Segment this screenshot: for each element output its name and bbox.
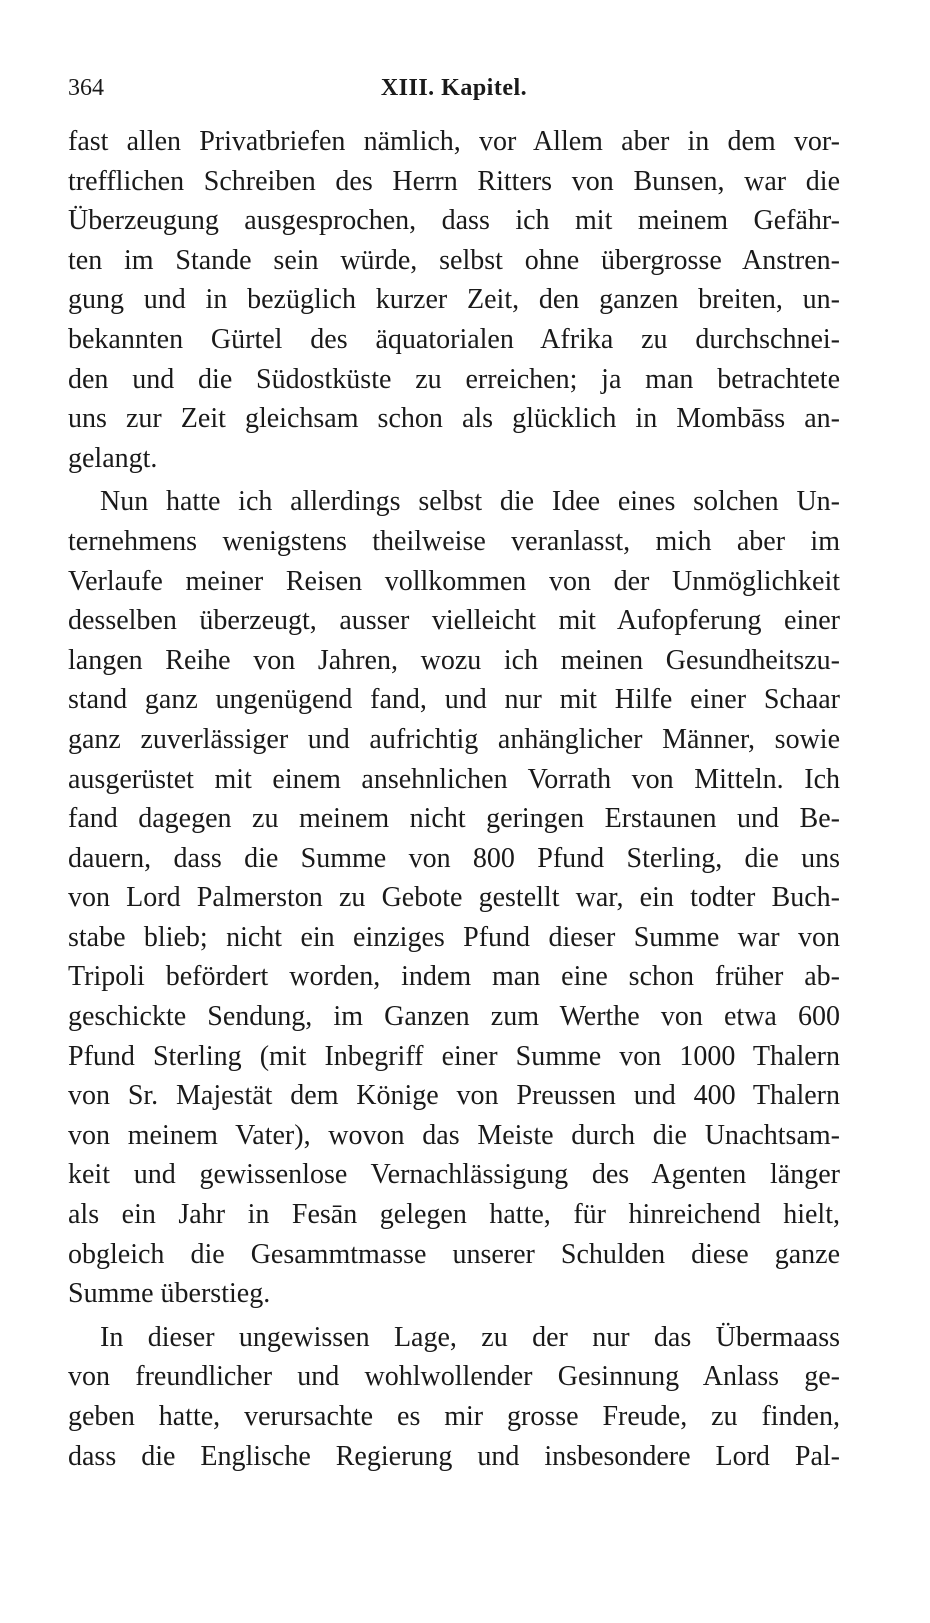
text-line: Summe überstieg. (68, 1278, 271, 1310)
text-line: von Sr. Majestät dem Könige von Preussen und 400 Thalern (68, 1080, 840, 1112)
text-line: stabe blieb; nicht ein einziges Pfund dieser Summe war von (68, 921, 840, 953)
text-line: keit und gewissenlose Vernachlässigung des Agenten länger (68, 1159, 840, 1191)
body-text (68, 122, 840, 1476)
text-line: dauern, dass die Summe von 800 Pfund Sterling, die uns (68, 842, 840, 874)
text-line: Verlaufe meiner Reisen vollkommen von der Unmöglichkeit (68, 565, 840, 597)
text-line: Pfund Sterling (mit Inbegriff einer Summe von 1000 Thalern (68, 1040, 840, 1072)
text-line: ten im Stande sein würde, selbst ohne übergrosse Anstren- (68, 244, 840, 276)
text-line: dass die Englische Regierung und insbesondere Lord Pal- (68, 1440, 840, 1472)
text-line: Tripoli befördert worden, indem man eine schon früher ab- (68, 961, 840, 993)
text-line: ausgerüstet mit einem ansehnlichen Vorrath von Mitteln. Ich (68, 763, 840, 795)
text-line: fast allen Privatbriefen nämlich, vor Allem aber in dem vor- (68, 126, 840, 157)
text-line: ternehmens wenigstens theilweise veranlasst, mich aber im (68, 525, 840, 557)
paragraph (68, 122, 840, 478)
text-line: langen Reihe von Jahren, wozu ich meinen Gesundheitszu- (68, 644, 840, 676)
text-line: Nun hatte ich allerdings selbst die Idee eines solchen Un- (100, 486, 840, 518)
text-line: von Lord Palmerston zu Gebote gestellt war, ein todter Buch- (68, 882, 840, 914)
text-line: trefflichen Schreiben des Herrn Ritters von Bunsen, war die (68, 165, 840, 197)
text-line: geben hatte, verursachte es mir grosse Freude, zu finden, (68, 1401, 840, 1432)
text-line: obgleich die Gesammtmasse unserer Schulden diese ganze (68, 1238, 840, 1270)
text-line: Überzeugung ausgesprochen, dass ich mit meinem Gefähr- (68, 205, 840, 237)
text-line: als ein Jahr in Fesān gelegen hatte, für hinreichend hielt, (68, 1199, 840, 1231)
text-line: von freundlicher und wohlwollender Gesinnung Anlass ge- (68, 1361, 840, 1393)
text-line: stand ganz ungenügend fand, und nur mit Hilfe einer Schaar (68, 684, 840, 716)
text-line: den und die Südostküste zu erreichen; ja man betrachtete (68, 363, 840, 395)
text-line: In dieser ungewissen Lage, zu der nur das Übermaass (100, 1321, 840, 1353)
text-line: von meinem Vater), wovon das Meiste durch die Unachtsam- (68, 1119, 840, 1151)
text-line: gelangt. (68, 442, 158, 474)
page-number: 364 (68, 75, 104, 101)
text-line: fand dagegen zu meinem nicht geringen Erstaunen und Be- (68, 803, 840, 835)
text-line: desselben überzeugt, ausser vielleicht mit Aufopferung einer (68, 605, 840, 637)
paragraph (68, 1318, 840, 1476)
text-line: uns zur Zeit gleichsam schon als glücklich in Mombāss an- (68, 403, 840, 435)
page-header (68, 72, 840, 112)
paragraph (68, 482, 840, 1313)
running-title: XIII. Kapitel. (380, 75, 528, 101)
text-line: gung und in bezüglich kurzer Zeit, den ganzen breiten, un- (68, 284, 840, 316)
text-line: bekannten Gürtel des äquatorialen Afrika zu durchschnei- (68, 323, 840, 355)
text-line: geschickte Sendung, im Ganzen zum Werthe von etwa 600 (68, 1001, 840, 1033)
text-line: ganz zuverlässiger und aufrichtig anhänglicher Männer, sowie (68, 723, 840, 755)
